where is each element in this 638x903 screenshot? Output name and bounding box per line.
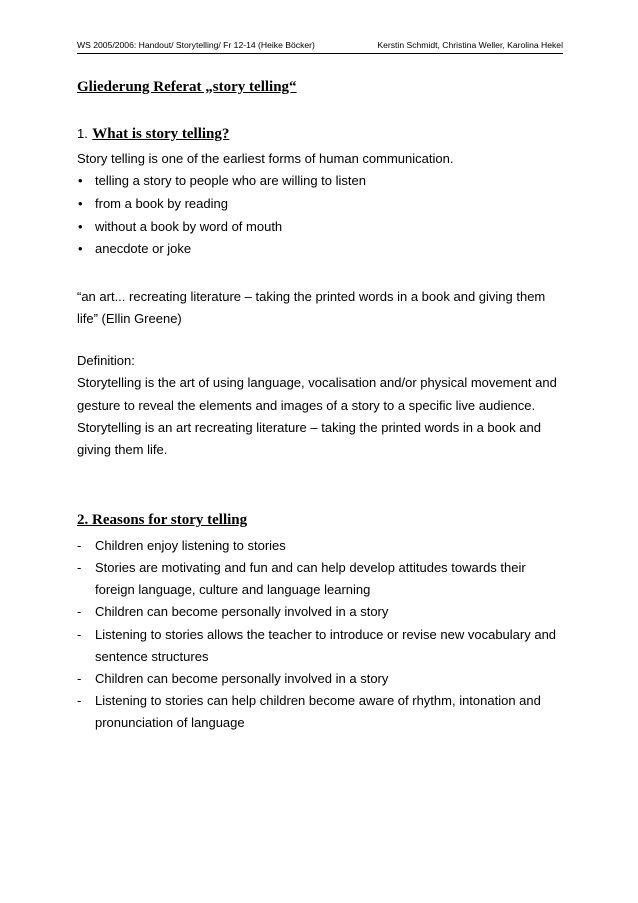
- bullet-symbol: •: [78, 241, 83, 256]
- definition-line: giving them life.: [77, 442, 168, 457]
- quote-line: life” (Ellin Greene): [77, 311, 182, 326]
- reason-item: Children enjoy listening to stories: [95, 538, 286, 553]
- document-title: Gliederung Referat „story telling“: [77, 79, 297, 95]
- dash-symbol: -: [77, 627, 82, 642]
- bullet-item: telling a story to people who are willing to listen: [95, 173, 366, 188]
- quote-line: “an art... recreating literature – taking the printed words in a book and giving them: [77, 289, 546, 304]
- reason-item: Listening to stories allows the teacher to introduce or revise new vocabulary and: [95, 627, 557, 642]
- reason-item: Stories are motivating and fun and can help develop attitudes towards their: [95, 560, 526, 575]
- section-1-heading: [77, 124, 229, 144]
- dash-symbol: -: [77, 538, 82, 553]
- dash-symbol: -: [77, 560, 82, 575]
- bullet-item: anecdote or joke: [95, 241, 192, 256]
- reason-item: Listening to stories can help children become aware of rhythm, intonation and: [95, 693, 541, 708]
- definition-line: Storytelling is an art recreating literature – taking the printed words in a book and: [77, 420, 541, 435]
- reason-item-continuation: sentence structures: [95, 649, 209, 664]
- dash-symbol: -: [77, 671, 82, 686]
- definition-label: Definition:: [77, 353, 135, 368]
- reason-item-continuation: foreign language, culture and language learning: [95, 582, 371, 597]
- section-2-heading: 2. Reasons for story telling: [77, 512, 248, 528]
- bullet-symbol: •: [78, 196, 83, 211]
- dash-symbol: -: [77, 693, 82, 708]
- bullet-symbol: •: [78, 173, 83, 188]
- reason-item: Children can become personally involved in a story: [95, 671, 389, 686]
- header-authors: Kerstin Schmidt, Christina Weller, Karolina Hekel: [377, 40, 563, 50]
- header-course-info: WS 2005/2006: Handout/ Storytelling/ Fr 12-14 (Heike Böcker): [77, 40, 315, 50]
- bullet-item: from a book by reading: [95, 196, 228, 211]
- bullet-item: without a book by word of mouth: [95, 219, 283, 234]
- page-header: [77, 39, 563, 54]
- reason-item-continuation: pronunciation of language: [95, 715, 245, 730]
- definition-line: gesture to reveal the elements and images of a story to a specific live audience.: [77, 398, 536, 413]
- section-1-title: What is story telling?: [92, 126, 230, 142]
- section-1-number: 1.: [77, 126, 88, 141]
- definition-line: Storytelling is the art of using language, vocalisation and/or physical movement and: [77, 375, 557, 390]
- reason-item: Children can become personally involved in a story: [95, 604, 389, 619]
- section-1-intro: Story telling is one of the earliest forms of human communication.: [77, 151, 454, 166]
- bullet-symbol: •: [78, 219, 83, 234]
- dash-symbol: -: [77, 604, 82, 619]
